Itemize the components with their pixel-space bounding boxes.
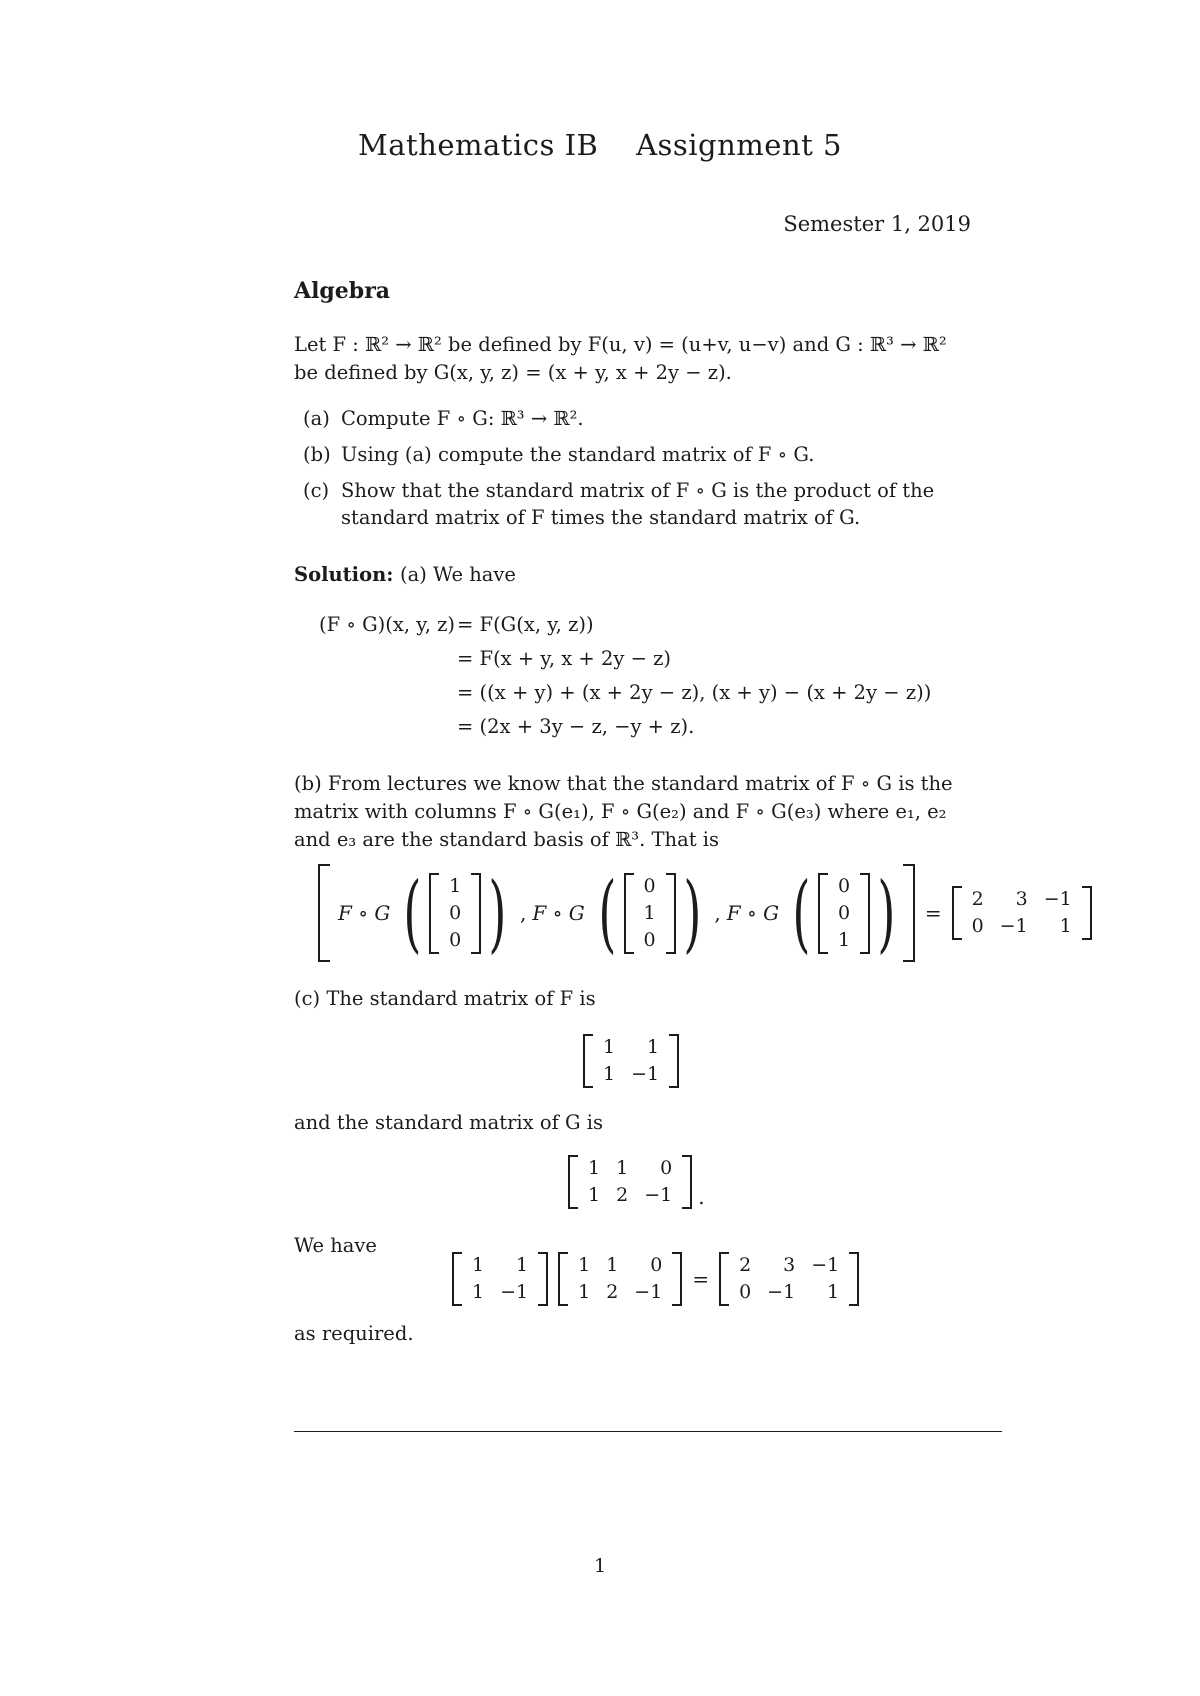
question-a-label: (a) <box>303 407 330 430</box>
page-number: 1 <box>593 1555 607 1577</box>
result-matrix: 2 3 −1 0 −1 1 <box>952 886 1092 940</box>
part-b-line-3: and e₃ are the standard basis of ℝ³. That is <box>294 828 719 851</box>
page-title <box>0 128 1200 162</box>
question-c <box>294 477 964 531</box>
footer-rule <box>294 1431 1002 1432</box>
paren-open: ( <box>598 864 617 962</box>
semester: Semester 1, 2019 <box>783 212 971 236</box>
closing-text: as required. <box>294 1322 414 1345</box>
product-equation <box>452 1252 859 1306</box>
outer-bracket-right <box>903 864 915 962</box>
intro-paragraph <box>294 331 962 387</box>
derivation-step: = F(G(x, y, z)) <box>457 613 594 636</box>
title-assignment: Assignment 5 <box>636 128 842 162</box>
derivation-step: = F(x + y, x + 2y − z) <box>457 647 672 670</box>
product-result-matrix: 2 3 −1 0 −1 1 <box>719 1252 859 1306</box>
basis-vector-e1: 1 0 0 <box>429 873 481 954</box>
title-course: Mathematics IB <box>358 128 599 162</box>
question-b-text: Using (a) compute the standard matrix of F ∘ G. <box>341 443 815 466</box>
basis-vector-e2: 0 1 0 <box>624 873 676 954</box>
derivation-lhs: (F ∘ G)(x, y, z) <box>319 613 455 636</box>
question-b-label: (b) <box>303 443 331 466</box>
matrix-G: 1 1 0 1 2 −1 . <box>568 1155 705 1209</box>
basis-vector-e3: 0 0 1 <box>818 873 870 954</box>
comma: , <box>520 901 527 925</box>
solution-part-b <box>294 770 962 854</box>
part-c-intro-F: (c) The standard matrix of F is <box>294 987 596 1010</box>
comma: , <box>714 901 721 925</box>
part-b-line-2: matrix with columns F ∘ G(e₁), F ∘ G(e₂) and F ∘ G(e₃) where e₁, e₂ <box>294 800 947 823</box>
paren-close: ) <box>488 864 507 962</box>
derivation-step: = (2x + 3y − z, −y + z). <box>457 715 695 738</box>
equals-sign: = <box>692 1267 710 1291</box>
outer-bracket-left <box>318 864 330 962</box>
section-heading: Algebra <box>294 278 391 304</box>
question-c-label: (c) <box>303 479 330 502</box>
paren-close: ) <box>877 864 896 962</box>
op-label: F ∘ G <box>726 901 780 925</box>
columns-equation <box>318 865 1092 961</box>
question-c-text: Show that the standard matrix of F ∘ G is the product of the standard matrix of F times the standard matrix of G. <box>341 479 935 529</box>
product-matrix-F: 1 1 1 −1 <box>452 1252 548 1306</box>
paren-open: ( <box>792 864 811 962</box>
question-a <box>294 405 964 432</box>
paren-close: ) <box>683 864 702 962</box>
part-c-intro-G: and the standard matrix of G is <box>294 1111 604 1134</box>
op-label: F ∘ G <box>532 901 585 925</box>
intro-line-2: be defined by G(x, y, z) = (x + y, x + 2y − z). <box>294 361 732 384</box>
product-matrix-G: 1 1 0 1 2 −1 <box>558 1252 682 1306</box>
period: . <box>698 1185 705 1209</box>
solution-heading: Solution: <box>294 563 394 586</box>
equals-sign: = <box>924 901 942 925</box>
question-a-text: Compute F ∘ G: ℝ³ → ℝ². <box>341 407 584 430</box>
op-label: F ∘ G <box>338 901 391 925</box>
derivation-step: = ((x + y) + (x + 2y − z), (x + y) − (x + 2y − z)) <box>457 681 932 704</box>
solution-part-a-intro: (a) We have <box>400 563 516 586</box>
paren-open: ( <box>403 864 422 962</box>
part-c-we-have: We have <box>294 1234 377 1257</box>
matrix-F: 1 1 1 −1 <box>583 1034 679 1088</box>
intro-line-1: Let F : ℝ² → ℝ² be defined by F(u, v) = (u+v, u−v) and G : ℝ³ → ℝ² <box>294 333 947 356</box>
part-b-line-1: (b) From lectures we know that the standard matrix of F ∘ G is the <box>294 772 953 795</box>
question-b <box>294 441 964 468</box>
